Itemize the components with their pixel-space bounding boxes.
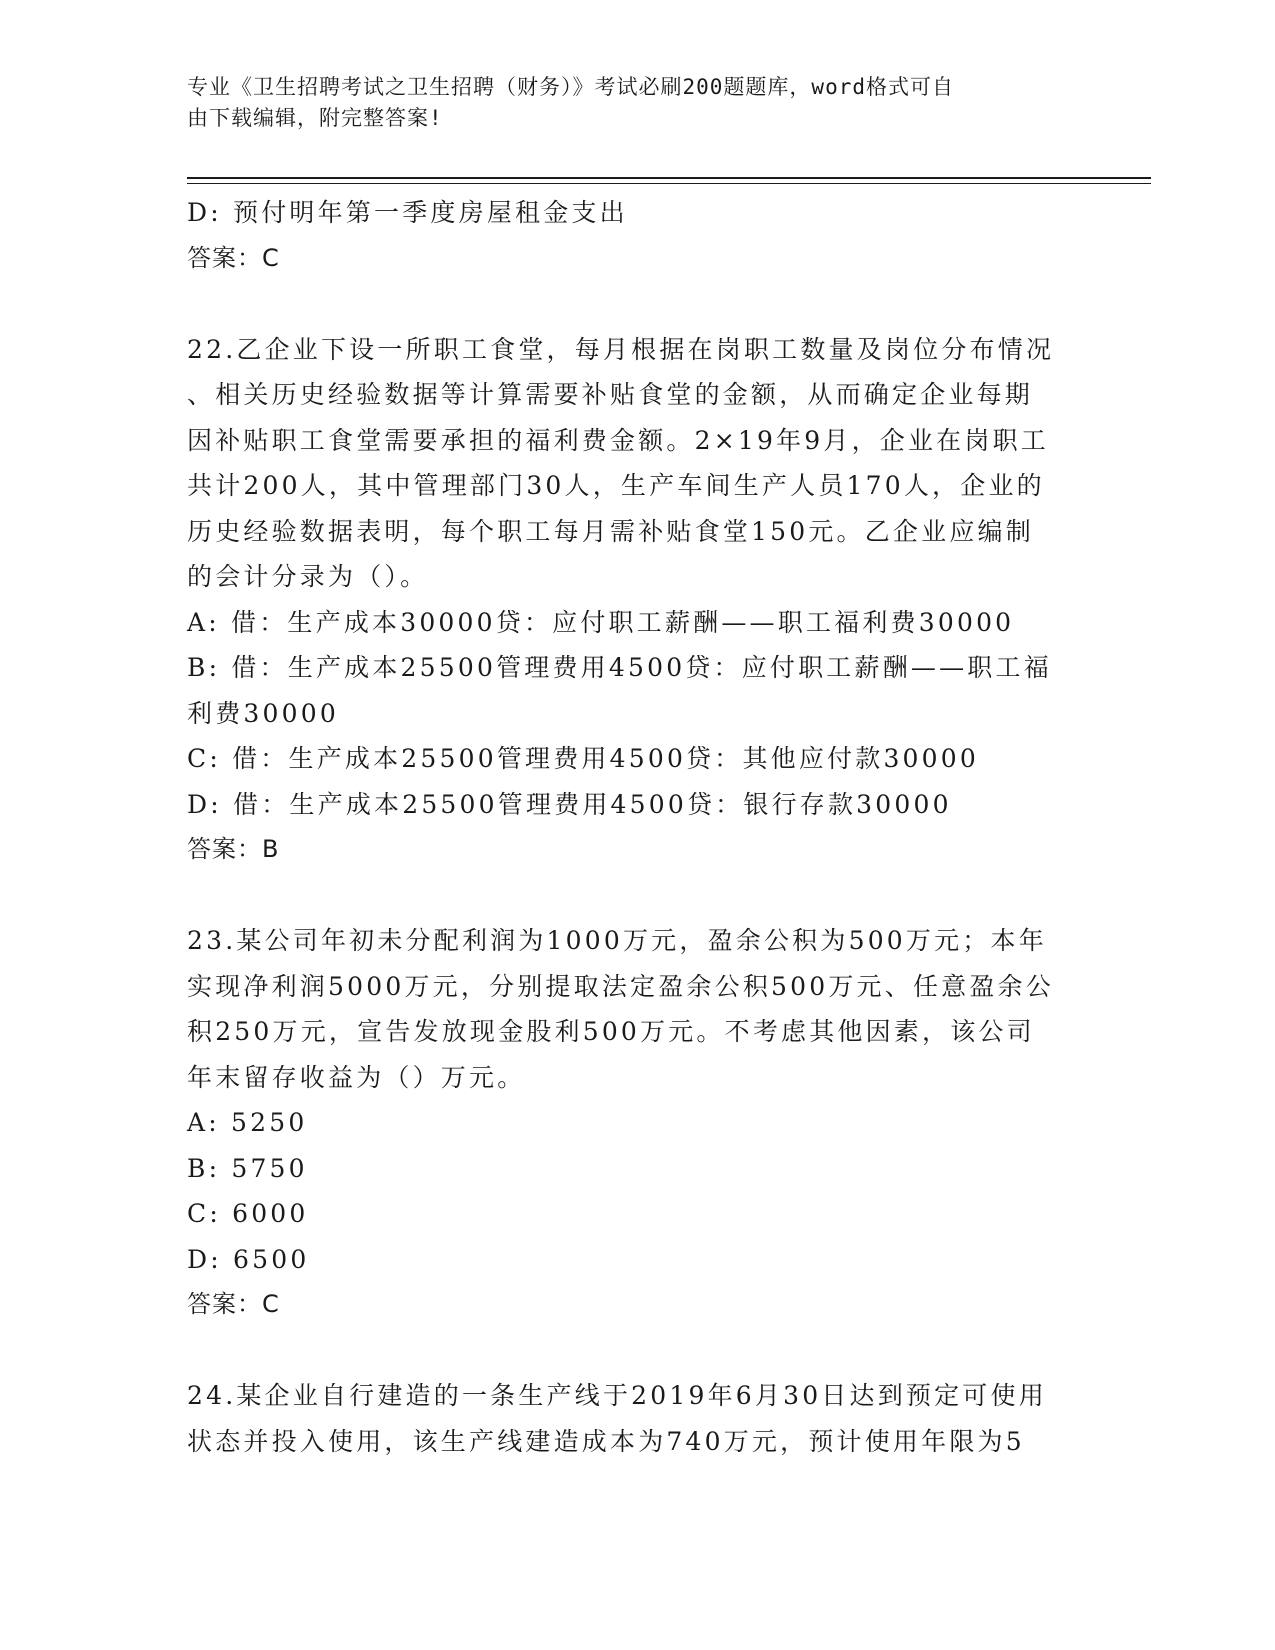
text-line: D: 6500 <box>187 1244 310 1274</box>
text-line: 年末留存收益为（）万元。 <box>187 1062 526 1092</box>
text-line: 状态并投入使用，该生产线建造成本为740万元，预计使用年限为5 <box>187 1426 1025 1456</box>
text-line: B: 借：生产成本25500管理费用4500贷：应付职工薪酬——职工福 <box>187 653 1052 682</box>
text-line: 历史经验数据表明，每个职工每月需补贴食堂150元。乙企业应编制 <box>187 516 1034 546</box>
text-line: C: 借：生产成本25500管理费用4500贷：其他应付款30000 <box>187 744 979 773</box>
document-header <box>187 72 1087 134</box>
text-line: 23.某公司年初未分配利润为1000万元，盈余公积为500万元；本年 <box>187 926 1047 955</box>
text-line: 积250万元，宣告发放现金股利500万元。不考虑其他因素，该公司 <box>187 1017 1035 1046</box>
text-line: 22.乙企业下设一所职工食堂，每月根据在岗职工数量及岗位分布情况 <box>187 334 1055 364</box>
header-rule-thin <box>187 183 1151 184</box>
text-line: 的会计分录为（）。 <box>187 562 429 591</box>
text-line: D: 借：生产成本25500管理费用4500贷：银行存款30000 <box>187 789 952 819</box>
text-line: C: 6000 <box>187 1199 309 1228</box>
text-line: 24.某企业自行建造的一条生产线于2019年6月30日达到预定可使用 <box>187 1381 1047 1410</box>
header-rule-thick <box>187 177 1151 179</box>
paragraph-gap <box>187 281 1087 327</box>
text-line: 实现净利润5000万元，分别提取法定盈余公积500万元、任意盈余公 <box>187 971 1054 1001</box>
text-line: A: 5250 <box>187 1108 308 1137</box>
document-body <box>187 190 1087 1464</box>
text-line: 共计200人，其中管理部门30人，生产车间生产人员170人，企业的 <box>187 471 1045 500</box>
text-line: 利费30000 <box>187 698 339 728</box>
answer-line: 答案：C <box>187 243 280 272</box>
answer-line: 答案：B <box>187 835 280 863</box>
text-line: A: 借：生产成本30000贷：应付职工薪酬——职工福利费30000 <box>187 607 1015 637</box>
answer-line: 答案：C <box>187 1290 280 1318</box>
header-line-2: 由下载编辑，附完整答案! <box>187 106 443 130</box>
text-line: D: 预付明年第一季度房屋租金支出 <box>187 198 628 227</box>
paragraph-gap <box>187 873 1087 919</box>
text-line: B: 5750 <box>187 1153 308 1183</box>
paragraph-gap <box>187 1328 1087 1374</box>
text-line: 因补贴职工食堂需要承担的福利费金额。2×19年9月，企业在岗职工 <box>187 425 1049 455</box>
header-line-1: 专业《卫生招聘考试之卫生招聘（财务）》考试必刷200题题库，word格式可自 <box>187 75 954 99</box>
text-line: 、相关历史经验数据等计算需要补贴食堂的金额，从而确定企业每期 <box>187 380 1034 409</box>
